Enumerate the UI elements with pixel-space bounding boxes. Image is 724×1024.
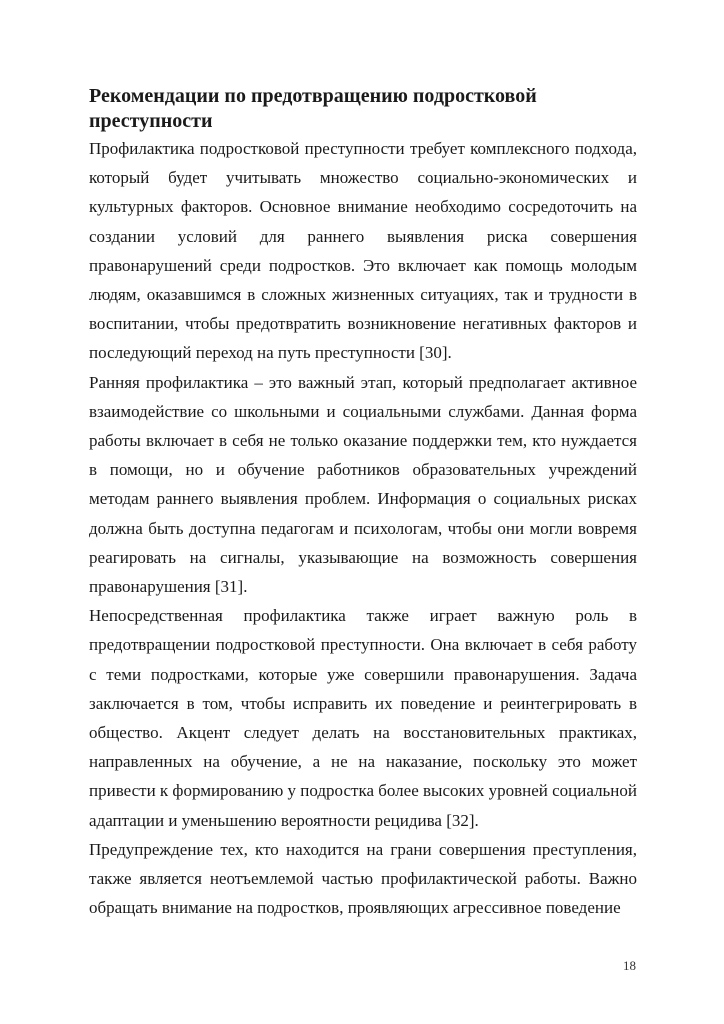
- page-content: [89, 84, 637, 922]
- section-heading: Рекомендации по предотвращению подростковой преступности: [89, 85, 537, 132]
- paragraph-early-prevention: Ранняя профилактика – это важный этап, который предполагает активное взаимодействие со школьными и социальными службами. Данная форма работы включает в себя не только оказание поддержки тем, кто нуждается в помощи, но и обучение работников образовательных учреждений методам раннего выявления проблем. Информация о социальных рисках должна быть доступна педагогам и психологам, чтобы они могли вовремя реагировать на сигналы, указывающие на возможность совершения правонарушения [31].: [89, 372, 637, 597]
- paragraph-prevention-overview: Профилактика подростковой преступности требует комплексного подхода, который будет учитывать множество социально-экономических и культурных факторов. Основное внимание необходимо сосредоточить на создании условий для раннего выявления риска совершения правонарушений среди подростков. Это включает как помощь молодым людям, оказавшимся в сложных жизненных ситуациях, так и трудности в воспитании, чтобы предотвратить возникновение негативных факторов и последующий переход на путь преступности [30].: [89, 139, 637, 363]
- paragraph-direct-prevention: Непосредственная профилактика также играет важную роль в предотвращении подростковой преступности. Она включает в себя работу с теми подростками, которые уже совершили правонарушения. Задача заключается в том, чтобы исправить их поведение и реинтегрировать в общество. Акцент следует делать на восстановительных практиках, направленных на обучение, а не на наказание, поскольку это может привести к формированию у подростка более высоких уровней социальной адаптации и уменьшению вероятности рецидива [32].: [89, 606, 637, 830]
- paragraph-warning-at-risk: Предупреждение тех, кто находится на грани совершения преступления, также является неотъемлемой частью профилактической работы. Важно обращать внимание на подростков, проявляющих агрессивное поведение: [89, 839, 637, 918]
- page-number: 18: [623, 958, 636, 973]
